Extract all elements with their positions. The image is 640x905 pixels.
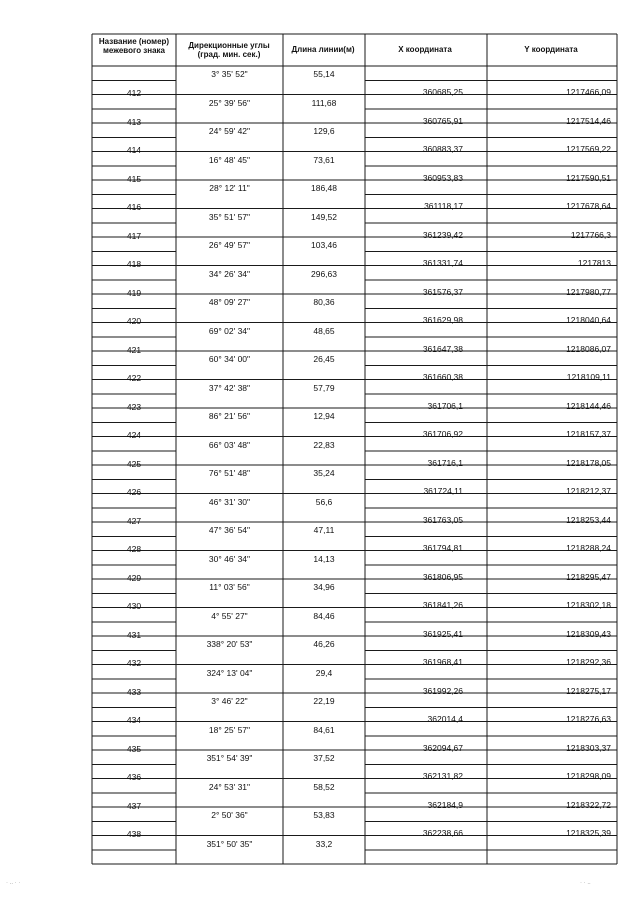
line-length: 296,63	[311, 268, 337, 279]
direction-angle: 47° 36' 54"	[208, 525, 251, 535]
line-length: 103,46	[311, 240, 337, 250]
direction-angle: 3° 35' 52"	[211, 69, 248, 79]
line-length: 35,24	[313, 468, 335, 478]
boundary-mark-name: 422	[126, 373, 142, 384]
direction-angle: 18° 25' 57"	[208, 724, 251, 735]
x-coordinate: 362094,67	[422, 742, 463, 753]
y-coordinate: 1218303,37	[566, 742, 611, 753]
direction-angle: 25° 39' 56"	[208, 97, 251, 108]
x-coordinate: 361763,05	[422, 514, 463, 525]
y-coordinate: 1218253,44	[566, 514, 611, 525]
y-coordinate: 1218288,24	[566, 543, 611, 554]
line-length: 55,14	[313, 69, 335, 79]
x-coordinate: 361794,81	[422, 543, 463, 554]
line-length: 14,13	[313, 553, 335, 564]
y-coordinate: 1217514,46	[566, 115, 611, 126]
x-coordinate: 361331,74	[422, 258, 463, 269]
y-coordinate: 1218292,36	[566, 657, 611, 668]
line-length: 57,79	[313, 382, 335, 393]
line-length: 80,36	[313, 297, 335, 307]
line-length: 149,52	[311, 211, 337, 222]
line-length: 186,48	[311, 183, 337, 193]
line-length: 26,45	[313, 354, 335, 364]
boundary-mark-name: 412	[126, 88, 142, 99]
boundary-mark-name: 424	[126, 430, 142, 441]
line-length: 12,94	[313, 411, 335, 421]
y-coordinate: 1218309,43	[566, 628, 611, 639]
y-coordinate: 1218295,47	[566, 571, 611, 582]
line-length: 37,52	[313, 753, 335, 763]
boundary-mark-name: 436	[126, 772, 142, 783]
line-length: 53,83	[313, 810, 335, 820]
y-coordinate: 1218275,17	[566, 685, 611, 696]
y-coordinate: 1218178,05	[566, 457, 611, 468]
y-coordinate: 1217766,3	[570, 229, 611, 240]
direction-angle: 24° 59' 42"	[208, 126, 251, 136]
header-length: Длина линии(м)	[291, 45, 355, 54]
direction-angle: 11° 03' 56"	[209, 582, 250, 592]
y-coordinate: 1217813	[577, 258, 611, 269]
y-coordinate: 1218276,63	[566, 714, 611, 725]
y-coordinate: 1218325,39	[566, 828, 611, 839]
direction-angle: 26° 49' 57"	[208, 240, 251, 250]
direction-angle: 46° 31' 30"	[208, 496, 251, 507]
line-length: 47,11	[313, 525, 335, 535]
boundary-mark-name: 417	[126, 230, 142, 241]
direction-angle: 24° 53' 31"	[208, 781, 251, 792]
direction-angle: 16° 48' 45"	[208, 154, 251, 165]
x-coordinate: 361724,11	[423, 486, 463, 497]
line-length: 129,6	[313, 126, 335, 136]
direction-angle: 2° 50' 36"	[211, 810, 248, 820]
direction-angle: 3° 46' 22"	[211, 696, 248, 706]
x-coordinate: 360765,91	[422, 115, 463, 126]
x-coordinate: 361706,1	[427, 400, 463, 411]
line-length: 73,61	[313, 154, 335, 165]
y-coordinate: 1217590,51	[566, 172, 611, 183]
boundary-mark-name: 423	[126, 401, 142, 412]
boundary-mark-name: 426	[126, 487, 142, 498]
direction-angle: 30° 46' 34"	[208, 553, 251, 564]
y-coordinate: 1218109,11	[566, 372, 611, 383]
boundary-mark-name: 430	[126, 601, 142, 612]
boundary-mark-name: 429	[126, 572, 142, 583]
y-coordinate: 1218040,64	[566, 315, 611, 326]
direction-angle: 4° 55' 27"	[211, 610, 248, 621]
scan-noise: · · ..	[580, 880, 591, 886]
x-coordinate: 362014,4	[427, 714, 463, 725]
boundary-mark-name: 431	[126, 629, 142, 640]
boundary-mark-name: 420	[126, 316, 142, 327]
line-length: 58,52	[313, 781, 335, 792]
boundary-mark-name: 419	[126, 287, 142, 298]
boundary-mark-name: 437	[126, 800, 142, 811]
y-coordinate: 1217980,77	[566, 286, 611, 297]
boundary-mark-name: 435	[126, 743, 142, 754]
x-coordinate: 361706,92	[422, 429, 463, 440]
boundary-mark-name: 438	[126, 829, 142, 840]
boundary-mark-name: 428	[126, 544, 142, 555]
x-coordinate: 361239,42	[422, 229, 463, 240]
y-coordinate: 1217466,09	[566, 87, 611, 98]
y-coordinate: 1218322,72	[566, 799, 611, 810]
boundary-mark-name: 434	[126, 715, 142, 726]
direction-angle: 48° 09' 27"	[208, 297, 251, 307]
x-coordinate: 360953,83	[422, 172, 463, 183]
x-coordinate: 361925,41	[422, 628, 463, 639]
x-coordinate: 361716,1	[427, 457, 463, 468]
line-length: 22,83	[313, 439, 335, 450]
direction-angle: 86° 21' 56"	[208, 411, 251, 421]
direction-angle: 324° 13' 04"	[206, 667, 253, 678]
x-coordinate: 361992,26	[422, 685, 463, 696]
boundary-mark-name: 416	[126, 202, 142, 213]
boundary-mark-name: 421	[126, 344, 142, 355]
x-coordinate: 361841,26	[422, 600, 463, 611]
y-coordinate: 1218144,46	[566, 400, 611, 411]
direction-angle: 34° 26' 34"	[208, 268, 251, 279]
direction-angle: 351° 54' 39"	[206, 753, 253, 763]
y-coordinate: 1218157,37	[566, 429, 611, 440]
line-length: 46,26	[313, 639, 335, 649]
direction-angle: 35° 51' 57"	[208, 211, 251, 222]
x-coordinate: 361660,38	[422, 372, 463, 383]
line-length: 84,61	[313, 724, 335, 735]
direction-angle: 76° 51' 48"	[208, 468, 251, 478]
x-coordinate: 360883,37	[422, 144, 463, 155]
line-length: 22,19	[313, 696, 335, 706]
boundary-mark-name: 418	[126, 259, 142, 270]
scan-noise: · .. · ·	[6, 880, 21, 886]
line-length: 84,46	[313, 610, 335, 621]
y-coordinate: 1218298,09	[566, 771, 611, 782]
header-y: Y координата	[524, 45, 578, 54]
y-coordinate: 1217678,64	[566, 201, 611, 212]
boundary-mark-name: 415	[126, 173, 142, 184]
direction-angle: 66° 03' 48"	[208, 439, 251, 450]
direction-angle: 37° 42' 38"	[208, 382, 251, 393]
line-length: 34,96	[313, 582, 335, 592]
line-length: 48,65	[313, 325, 335, 336]
boundary-mark-name: 413	[126, 116, 142, 127]
x-coordinate: 361806,95	[422, 571, 463, 582]
direction-angle: 338° 20' 53"	[206, 639, 253, 649]
direction-angle: 351° 50' 35"	[206, 838, 253, 849]
x-coordinate: 361118,17	[424, 201, 463, 212]
x-coordinate: 360685,25	[422, 87, 463, 98]
header-x: X координата	[398, 45, 452, 54]
boundary-mark-name: 425	[126, 458, 142, 469]
line-length: 56,6	[315, 496, 333, 507]
x-coordinate: 362184,9	[427, 799, 463, 810]
header-angle: Дирекционные углы (град. мин. сек.)	[188, 41, 270, 60]
line-length: 33,2	[315, 838, 333, 849]
y-coordinate: 1218302,18	[566, 600, 611, 611]
direction-angle: 28° 12' 11"	[209, 183, 250, 193]
x-coordinate: 361647,38	[422, 343, 463, 354]
x-coordinate: 361576,37	[422, 286, 463, 297]
boundary-mark-name: 414	[126, 145, 142, 156]
boundary-mark-name: 427	[126, 515, 142, 526]
line-length: 111,68	[311, 97, 337, 108]
y-coordinate: 1218086,07	[566, 343, 611, 354]
y-coordinate: 1217569,22	[566, 144, 611, 155]
x-coordinate: 362238,66	[422, 828, 463, 839]
boundary-mark-name: 433	[126, 686, 142, 697]
direction-angle: 60° 34' 00"	[208, 354, 251, 364]
header-name: Название (номер) межевого знака	[98, 37, 170, 56]
y-coordinate: 1218212,37	[566, 486, 611, 497]
x-coordinate: 361968,41	[422, 657, 463, 668]
boundary-mark-name: 432	[126, 658, 142, 669]
direction-angle: 69° 02' 34"	[208, 325, 251, 336]
x-coordinate: 362131,82	[422, 771, 463, 782]
x-coordinate: 361629,98	[422, 315, 463, 326]
line-length: 29,4	[315, 667, 333, 678]
